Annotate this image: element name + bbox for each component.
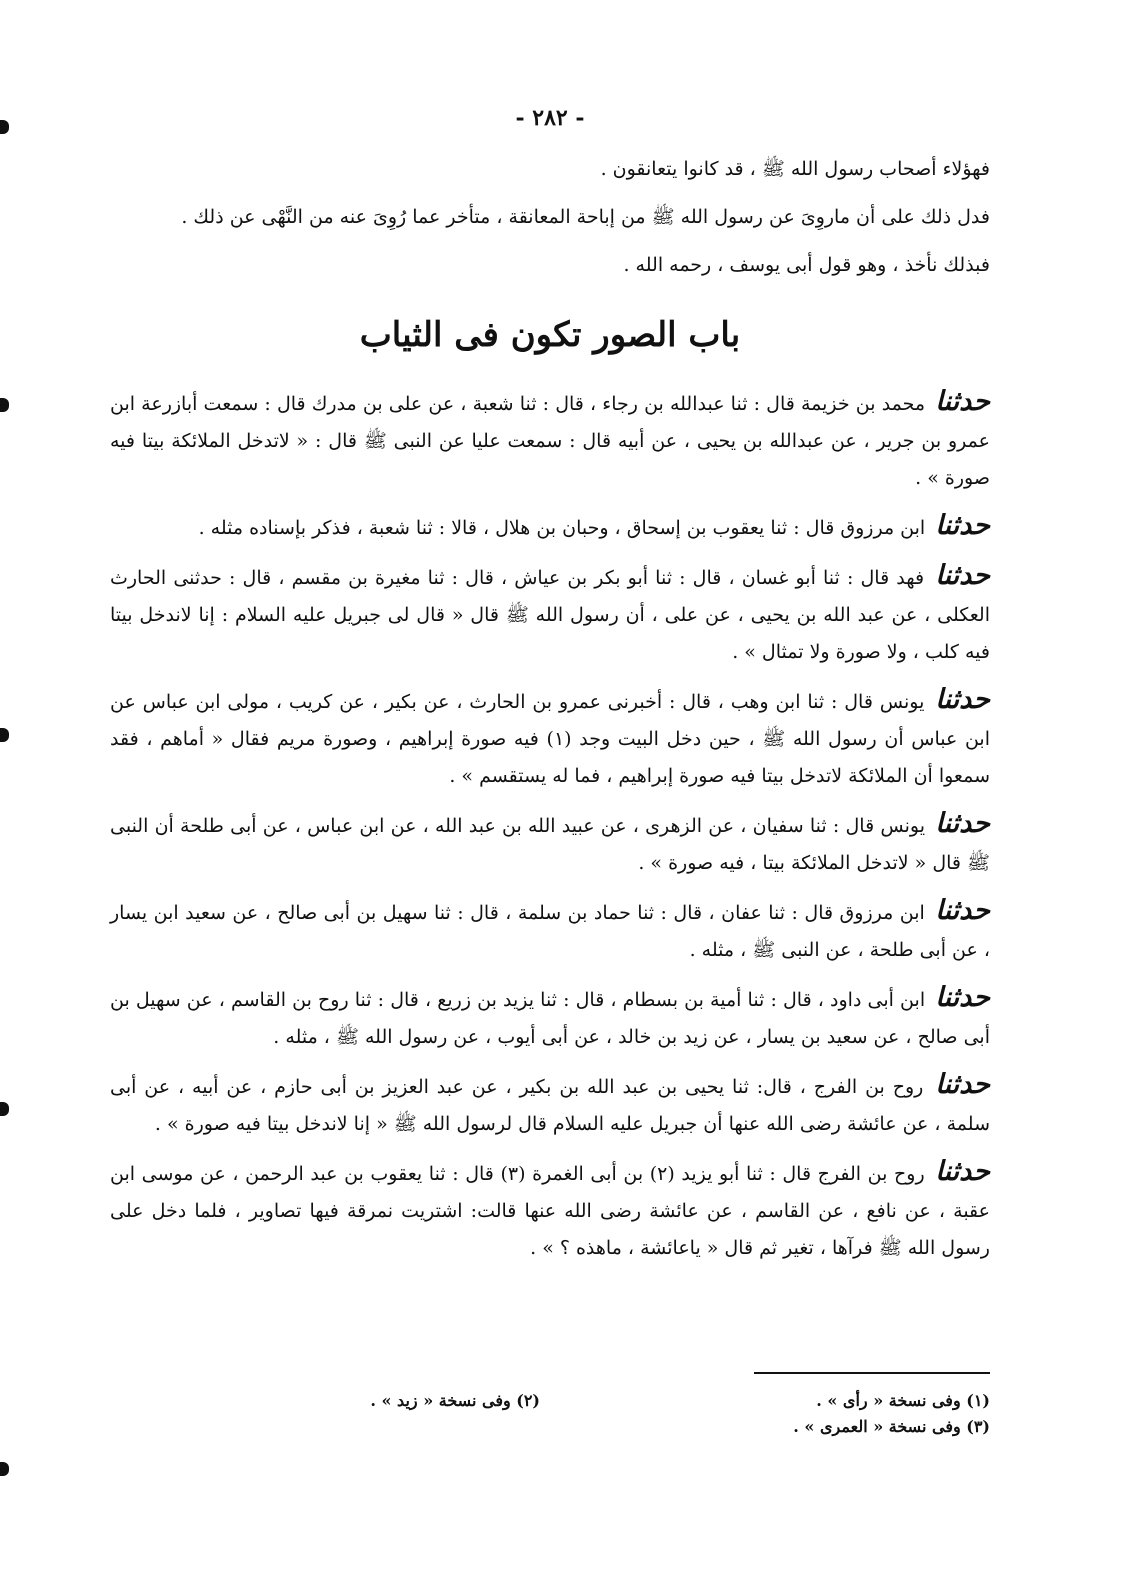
hadith-list (110, 383, 990, 1267)
hadith-opener: حدثنا (935, 684, 990, 715)
hadith-opener: حدثنا (935, 510, 990, 541)
hadith-opener: حدثنا (935, 982, 990, 1013)
scan-mark (0, 120, 9, 134)
hadith-paragraph (110, 1066, 990, 1143)
hadith-paragraph (110, 892, 990, 969)
hadith-paragraph (110, 507, 990, 547)
hadith-text: محمد بن خزيمة قال : ثنا عبدالله بن رجاء ، قال : ثنا شعبة ، عن على بن مدرك قال : سمعت أبازرعة ابن عمرو بن جرير ، عن عبدالله بن يحيى ، عن أبيه قال : سمعت عليا عن النبى ﷺ قال : « لاتدخل الملائكة بيتا فيه صورة » . (110, 393, 990, 489)
hadith-text: يونس قال : ثنا ابن وهب ، قال : أخبرنى عمرو بن الحارث ، عن بكير ، عن كريب ، مولى ابن عباس عن ابن عباس أن رسول الله ﷺ ، حين دخل البيت وجد (١) فيه صورة إبراهيم ، وصورة مريم فقال « أماهم ، فقد سمعوا أن الملائكة لاتدخل بيتا فيه صورة إبراهيم ، فما له يستقسم » . (110, 691, 990, 787)
hadith-text: روح بن الفرج قال : ثنا أبو يزيد (٢) بن أبى الغمرة (٣) قال : ثنا يعقوب بن عبد الرحمن ، عن موسى ابن عقبة ، عن نافع ، عن القاسم ، عن عائشة رضى الله عنها قالت: اشتريت نمرقة فيها تصاوير ، فلما دخل على رسول الله ﷺ فرآها ، تغير ثم قال « ياعائشة ، ماهذه ؟ » . (110, 1163, 990, 1259)
footnote-1: (١) وفى نسخة « رأى » . (816, 1391, 990, 1410)
hadith-text: ابن مرزوق قال : ثنا يعقوب بن إسحاق ، وحبان بن هلال ، قالا : ثنا شعبة ، فذكر بإسناده مثله . (198, 517, 926, 539)
hadith-paragraph (110, 805, 990, 882)
scan-mark (0, 728, 9, 742)
intro-paragraph: فبذلك نأخذ ، وهو قول أبى يوسف ، رحمه الله . (623, 254, 990, 276)
hadith-opener: حدثنا (935, 808, 990, 839)
intro-paragraph: فدل ذلك على أن ماروِىَ عن رسول الله ﷺ من إباحة المعانقة ، متأخر عما رُوِىَ عنه من النَّهْى عن ذلك . (181, 206, 990, 228)
hadith-opener: حدثنا (935, 1156, 991, 1187)
hadith-opener: حدثنا (935, 386, 990, 417)
scan-mark (0, 1102, 9, 1116)
hadith-text: يونس قال : ثنا سفيان ، عن الزهرى ، عن عبيد الله بن عبد الله ، عن ابن عباس ، عن أبى طلحة أن النبى ﷺ قال « لاتدخل الملائكة بيتا ، فيه صورة » . (110, 815, 990, 874)
hadith-opener: حدثنا (935, 895, 990, 926)
chapter-title: باب الصور تكون فى الثياب (359, 315, 741, 355)
page-body (110, 105, 990, 1277)
hadith-opener: حدثنا (935, 560, 991, 591)
hadith-paragraph (110, 979, 990, 1056)
footnote-2: (٢) وفى نسخة « زيد » . (370, 1391, 540, 1410)
hadith-text: ابن مرزوق قال : ثنا عفان ، قال : ثنا حماد بن سلمة ، قال : ثنا سهيل بن أبى صالح ، عن سعيد ابن يسار ، عن أبى طلحة ، عن النبى ﷺ ، مثله . (110, 902, 990, 961)
hadith-paragraph (110, 1153, 990, 1267)
hadith-text: فهد قال : ثنا أبو غسان ، قال : ثنا أبو بكر بن عياش ، قال : ثنا مغيرة بن مقسم ، قال : حدثنى الحارث العكلى ، عن عبد الله بن يحيى ، عن على ، أن رسول الله ﷺ قال « قال لى جبريل عليه السلام : إنا لاندخل بيتا فيه كلب ، ولا صورة ولا تمثال » . (110, 567, 990, 663)
footnotes-section (110, 1372, 990, 1440)
footnote-divider (754, 1372, 990, 1374)
footnote-column (140, 1388, 540, 1440)
footnote-3: (٣) وفى نسخة « العمرى » . (793, 1417, 990, 1436)
hadith-opener: حدثنا (935, 1069, 990, 1100)
footnote-column (540, 1388, 990, 1440)
hadith-paragraph (110, 681, 990, 795)
scan-mark (0, 1462, 9, 1476)
hadith-text: ابن أبى داود ، قال : ثنا أمية بن بسطام ، قال : ثنا يزيد بن زريع ، قال : ثنا روح بن القاسم ، عن سهيل بن أبى صالح ، عن سعيد بن يسار ، عن زيد بن خالد ، عن أبى أيوب ، عن رسول الله ﷺ ، مثله . (110, 989, 990, 1048)
footnote-grid (110, 1388, 990, 1440)
hadith-text: روح بن الفرج ، قال: ثنا يحيى بن عبد الله بن بكير ، عن عبد العزيز بن أبى حازم ، عن أبيه ، عن أبى سلمة ، عن عائشة رضى الله عنها أن جبريل عليه السلام قال لرسول الله ﷺ « إنا لاندخل بيتا فيه صورة » . (110, 1076, 990, 1135)
hadith-paragraph (110, 557, 990, 671)
page-number: - ٢٨٢ - (515, 105, 585, 131)
scan-mark (0, 398, 9, 412)
intro-paragraph: فهؤلاء أصحاب رسول الله ﷺ ، قد كانوا يتعانقون . (600, 158, 990, 180)
intro-section (110, 149, 990, 285)
hadith-paragraph (110, 383, 990, 497)
